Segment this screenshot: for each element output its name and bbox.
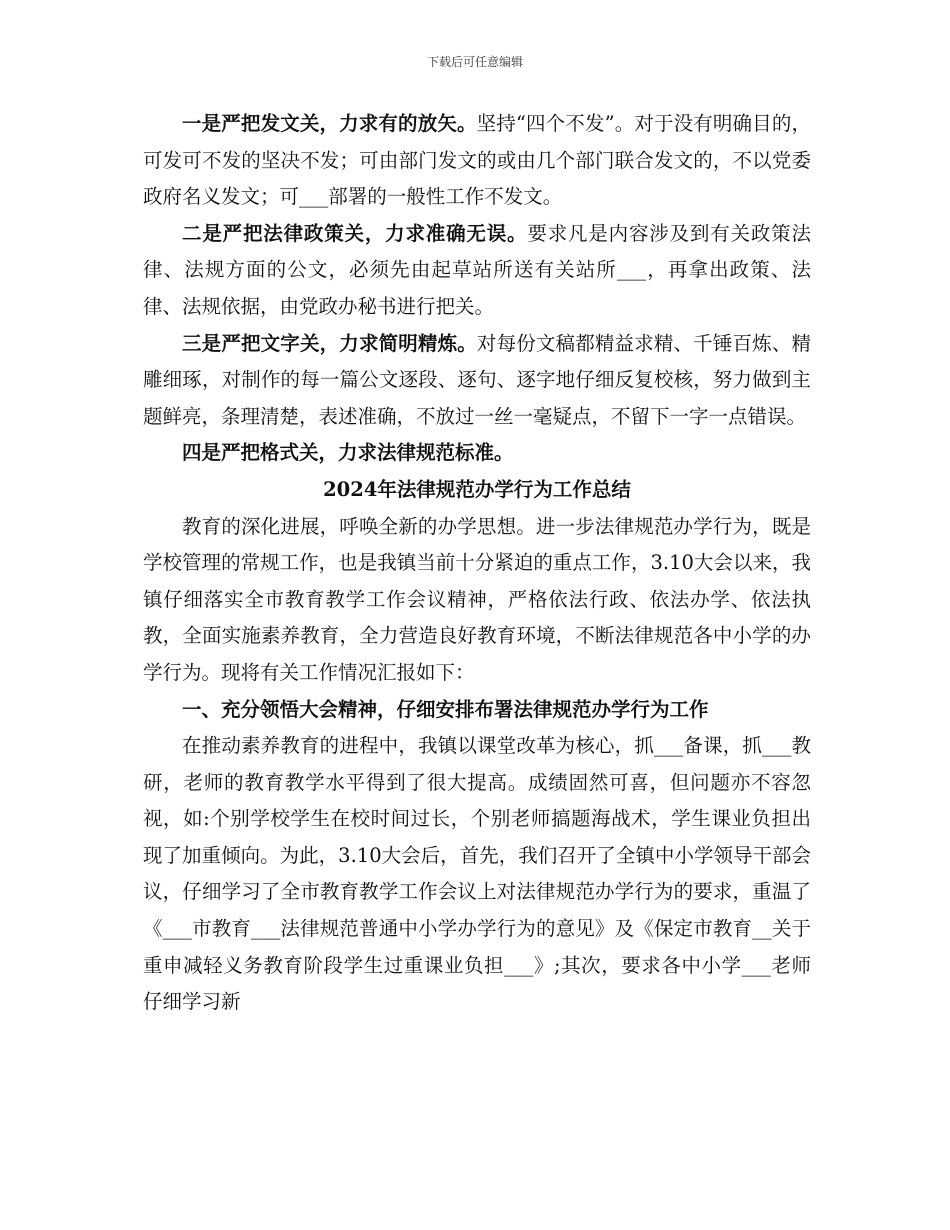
paragraph-lead: 三是严把文字关，力求简明精炼。 (182, 331, 477, 355)
paragraph-2 (143, 216, 811, 326)
paragraph-lead: 四是严把格式关，力求法律规范标准。 (182, 441, 514, 465)
document-title: 2024年法律规范办学行为工作总结 (323, 477, 631, 501)
paragraph-text: 要求凡是内容涉及到有关政策法律、法规方面的公文，必须先由起草站所送有关站所___，再拿出政策、法律、法规依据，由党政办秘书进行把关。 (143, 221, 811, 318)
section-heading: 一、充分领悟大会精神，仔细安排布署法律规范办学行为工作 (182, 697, 709, 721)
paragraph-4 (143, 435, 811, 472)
paragraph-lead: 一是严把发文关，力求有的放矢。 (182, 112, 477, 135)
document-body (143, 106, 811, 1021)
section-paragraph: 在推动素养教育的进程中，我镇以课堂改革为核心，抓___备课，抓___教研，老师的教育教学水平得到了很大提高。成绩固然可喜，但问题亦不容忽视，如:个别学校学生在校时间过长，个别老师搞题海战术，学生课业负担出现了加重倾向。为此，3.10大会后，首先，我们召开了全镇中小学领导干部会议，仔细学习了全市教育教学工作会议上对法律规范办学行为的要求，重温了《___市教育___法律规范普通中小学办学行为的意见》及《保定市教育__关于重申减轻义务教育阶段学生过重课业负担___》;其次，要求各中小学___老师仔细学习新 (143, 734, 811, 1014)
page-header: 下载后可任意编辑 (426, 55, 523, 69)
paragraph-3 (143, 326, 811, 436)
intro-paragraph: 教育的深化进展，呼唤全新的办学思想。进一步法律规范办学行为，既是学校管理的常规工作，也是我镇当前十分紧迫的重点工作，3.10大会以来，我镇仔细落实全市教育教学工作会议精神，严格依法行政、依法办学、依法执教，全面实施素养教育，全力营造良好教育环境，不断法律规范各中小学的办学行为。现将有关工作情况汇报如下： (143, 514, 811, 684)
paragraph-lead: 二是严把法律政策关，力求准确无误。 (182, 221, 528, 245)
paragraph-text: 坚持“四个不发”。对于没有明确目的，可发可不发的坚决不发；可由部门发文的或由几个部门联合发文的，不以党委政府名义发文；可___部署的一般性工作不发文。 (143, 112, 811, 209)
paragraph-text: 对每份文稿都精益求精、千锤百炼、精雕细琢，对制作的每一篇公文逐段、逐句、逐字地仔细反复校核，努力做到主题鲜亮，条理清楚，表述准确，不放过一丝一毫疑点，不留下一字一点错误。 (143, 331, 811, 428)
paragraph-1 (143, 106, 811, 216)
